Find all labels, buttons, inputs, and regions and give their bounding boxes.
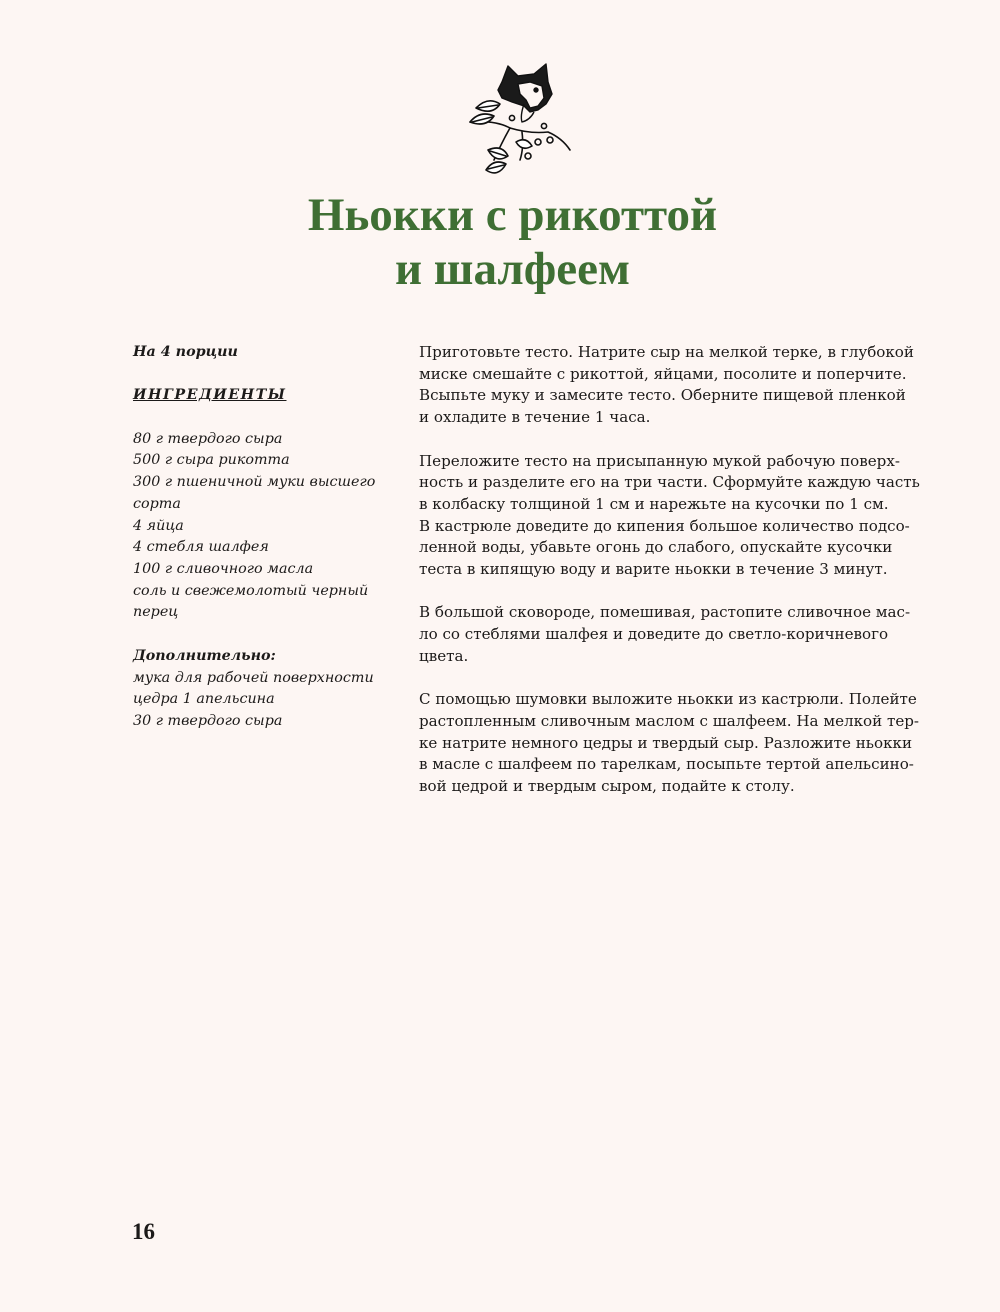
instruction-step [419,342,914,429]
ingredient-item: 4 яйца [133,517,184,534]
step-line: ленной воды, убавьте огонь до слабого, опускайте кусочки [419,538,893,557]
step-line: Всыпьте муку и замесите тесто. Оберните пищевой пленкой [419,386,906,405]
step-line: растопленным сливочным маслом с шалфеем. На мелкой тер- [419,711,920,730]
step-line: в масле с шалфеем по тарелкам, посыпьте тертой апельсино- [419,755,914,774]
step-line: В кастрюле доведите до кипения большое количество подсо- [419,516,910,535]
step-line: ке натрите немного цедры и твердый сыр. Разложите ньокки [419,733,913,752]
step-line: ность и разделите его на три части. Сформуйте каждую часть [419,473,920,492]
fox-sage-emblem-icon [450,60,575,182]
additional-item: цедра 1 апельсина [133,691,275,708]
step-line: в колбаску толщиной 1 см и нарежьте на кусочки по 1 см. [419,494,889,513]
step-line: миске смешайте с рикоттой, яйцами, посолите и поперчите. [419,364,907,383]
step-line: вой цедрой и твердым сыром, подайте к столу. [419,777,795,796]
page-number: 16 [132,1219,155,1244]
recipe-title [0,188,1000,296]
ingredient-item: соль и свежемолотый черный перец [133,582,369,621]
ingredient-item: 300 г пшеничной муки высшего [133,474,376,491]
step-line: ло со стеблями шалфея и доведите до светло-коричневого [419,625,889,644]
step-line: и охладите в течение 1 часа. [419,408,651,427]
instruction-step [419,451,920,581]
ingredient-item: 100 г сливочного масла [133,561,314,577]
title-line: и шалфеем [394,243,631,295]
instruction-step [419,602,911,667]
step-line: Приготовьте тесто. Натрите сыр на мелкой терке, в глубокой [419,343,914,361]
instructions-column [419,342,920,819]
additional-item: 30 г твердого сыра [133,712,283,729]
ingredient-item: 4 стебля шалфея [133,539,269,556]
instruction-step [419,689,920,798]
step-line: Переложите тесто на присыпанную мукой рабочую поверх- [419,451,900,470]
ingredient-item: 500 г сыра рикотта [133,452,290,469]
additional-item: мука для рабочей поверхности [133,669,374,686]
step-line: С помощью шумовки выложите ньокки из кастрюли. Полейте [419,690,917,709]
step-line: теста в кипящую воду и варите ньокки в течение 3 минут. [419,560,888,579]
servings-label: На 4 порции [133,344,238,360]
title-line: Ньокки с рикоттой [307,189,718,241]
ingredients-column [133,342,403,733]
additional-heading: Дополнительно: [133,647,276,664]
step-line: В большой сковороде, помешивая, растопите сливочное мас- [419,603,911,622]
step-line: цвета. [419,646,469,665]
ingredient-item: сорта [133,495,181,512]
ingredient-item: 80 г твердого сыра [133,430,283,447]
ingredients-heading: ИНГРЕДИЕНТЫ [133,387,287,404]
